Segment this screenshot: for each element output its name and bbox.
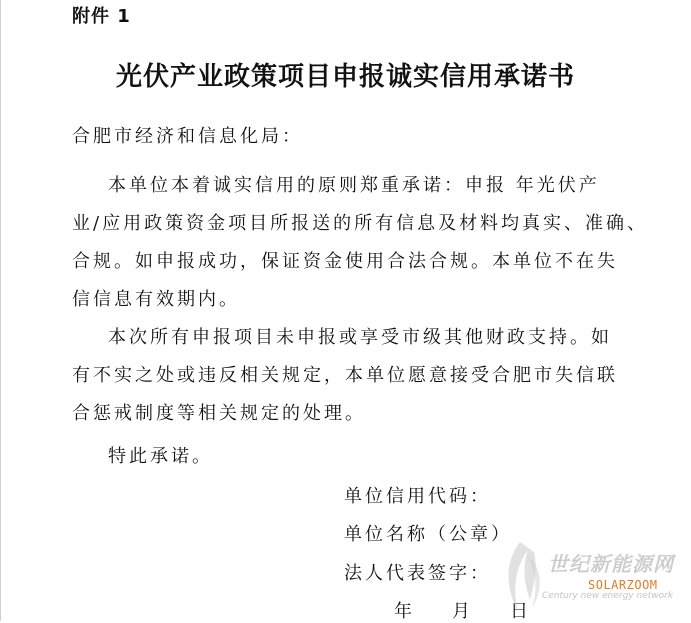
paragraph-line: 信信息有效期内。 [72, 289, 240, 310]
document-title: 光伏产业政策项目申报诚实信用承诺书 [115, 62, 575, 92]
paragraph-line: 合规。如申报成功，保证资金使用合法合规。本单位不在失 [72, 251, 618, 272]
paragraph-line: 业/应用政策资金项目所报送的所有信息及材料均真实、准确、 [72, 213, 649, 234]
date-month-label: 月 [452, 601, 470, 622]
solar-flame-logo-icon [498, 538, 548, 616]
watermark-site-name-en: Century new energy network [542, 591, 674, 601]
closing-statement: 特此承诺。 [108, 446, 213, 467]
paragraph-line: 有不实之处或违反相关规定，本单位愿意接受合肥市失信联 [72, 365, 618, 386]
watermark [498, 538, 688, 616]
paragraph-line: 合惩戒制度等相关规定的处理。 [72, 403, 366, 424]
page-edge [0, 0, 1, 621]
attachment-label: 附件 1 [72, 6, 131, 27]
date-day-label: 日 [510, 601, 528, 622]
paragraph-line: 本单位本着诚实信用的原则郑重承诺：申报 年光伏产 [108, 175, 600, 196]
credit-code-label: 单位信用代码： [344, 486, 491, 507]
watermark-site-name: 世纪新能源网 [548, 552, 674, 576]
watermark-brand: SOLARZOOM [588, 578, 658, 592]
legal-rep-signature-label: 法人代表签字： [344, 563, 491, 584]
salutation: 合肥市经济和信息化局： [72, 126, 303, 147]
unit-name-label: 单位名称（公章） [344, 524, 512, 545]
date-year-label: 年 [394, 601, 412, 622]
paragraph-line: 本次所有申报项目未申报或享受市级其他财政支持。如 [108, 327, 612, 348]
